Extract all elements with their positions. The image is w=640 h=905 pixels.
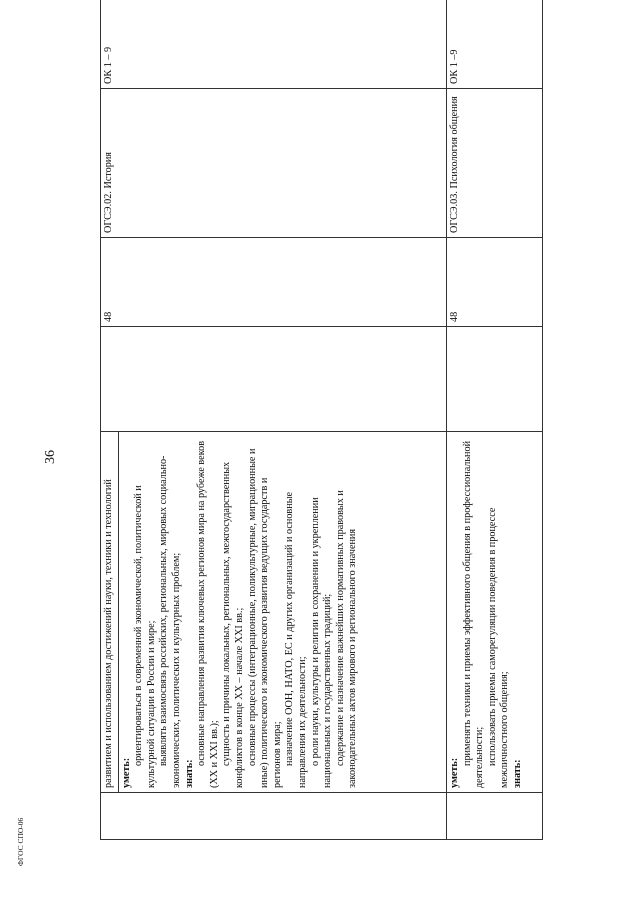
empty-cell: [101, 793, 447, 840]
znat-label: знать:: [511, 759, 523, 788]
list-item: основные процессы (интеграционные, поликультурные, миграционные и иные) политического и экономического развития ведущих государств и регионов мира;: [246, 448, 283, 788]
competencies-cell: ОК 1 – 9: [101, 0, 447, 89]
competencies-cell: ОК 1 –9: [447, 0, 543, 89]
umet-label: уметь:: [449, 757, 460, 788]
list-item: выявлять взаимосвязь российских, региональных, мировых социально-экономических, политических и культурных проблем;: [158, 455, 182, 788]
list-item: содержание и назначение важнейших нормативных правовых и законодательных актов мирового и регионального значения: [334, 490, 359, 788]
table-row: [101, 0, 447, 840]
competency-table: [100, 0, 543, 840]
discipline-cell: ОГСЭ.02. История: [101, 89, 447, 238]
empty-cell: [447, 793, 543, 840]
requirements-cell: [101, 432, 447, 793]
list-item: ориентироваться в современной экономической, политической и культурной ситуации в России и мире;: [133, 485, 157, 788]
umet-label: уметь:: [120, 757, 132, 788]
hours-cell: 48: [447, 238, 543, 327]
znat-label: знать:: [183, 759, 195, 788]
list-item: основные направления развития ключевых регионов мира на рубеже веков (XX и XXI вв.);: [196, 440, 220, 788]
top-text: развитием и использованием достижений науки, техники и технологий: [103, 432, 119, 792]
list-item: о роли науки, культуры и религии в сохранении и укреплении национальных и государственных традиций;: [309, 497, 334, 788]
empty-cell: [447, 327, 543, 432]
list-item: сущность и причины локальных, региональных, межгосударственных конфликтов в конце XX – начале XXI вв.;: [221, 461, 245, 788]
rotated-table-sheet: [100, 34, 542, 840]
list-item: использовать приемы саморегуляции поведения в процессе межличностного общения;: [486, 507, 511, 788]
table-row: [447, 0, 543, 840]
empty-cell: [101, 327, 447, 432]
footer-code: ФГОС СПО-06: [16, 817, 25, 866]
requirements-cell: [447, 432, 543, 793]
list-item: назначение ООН, НАТО, ЕС и других организаций и основные направления их деятельности;: [284, 491, 308, 788]
hours-cell: 48: [101, 238, 447, 327]
discipline-cell: ОГСЭ.03. Психология общения: [447, 89, 543, 238]
list-item: применять техники и приемы эффективного общения в профессиональной деятельности;: [461, 440, 486, 788]
page-number: 36: [43, 450, 58, 464]
